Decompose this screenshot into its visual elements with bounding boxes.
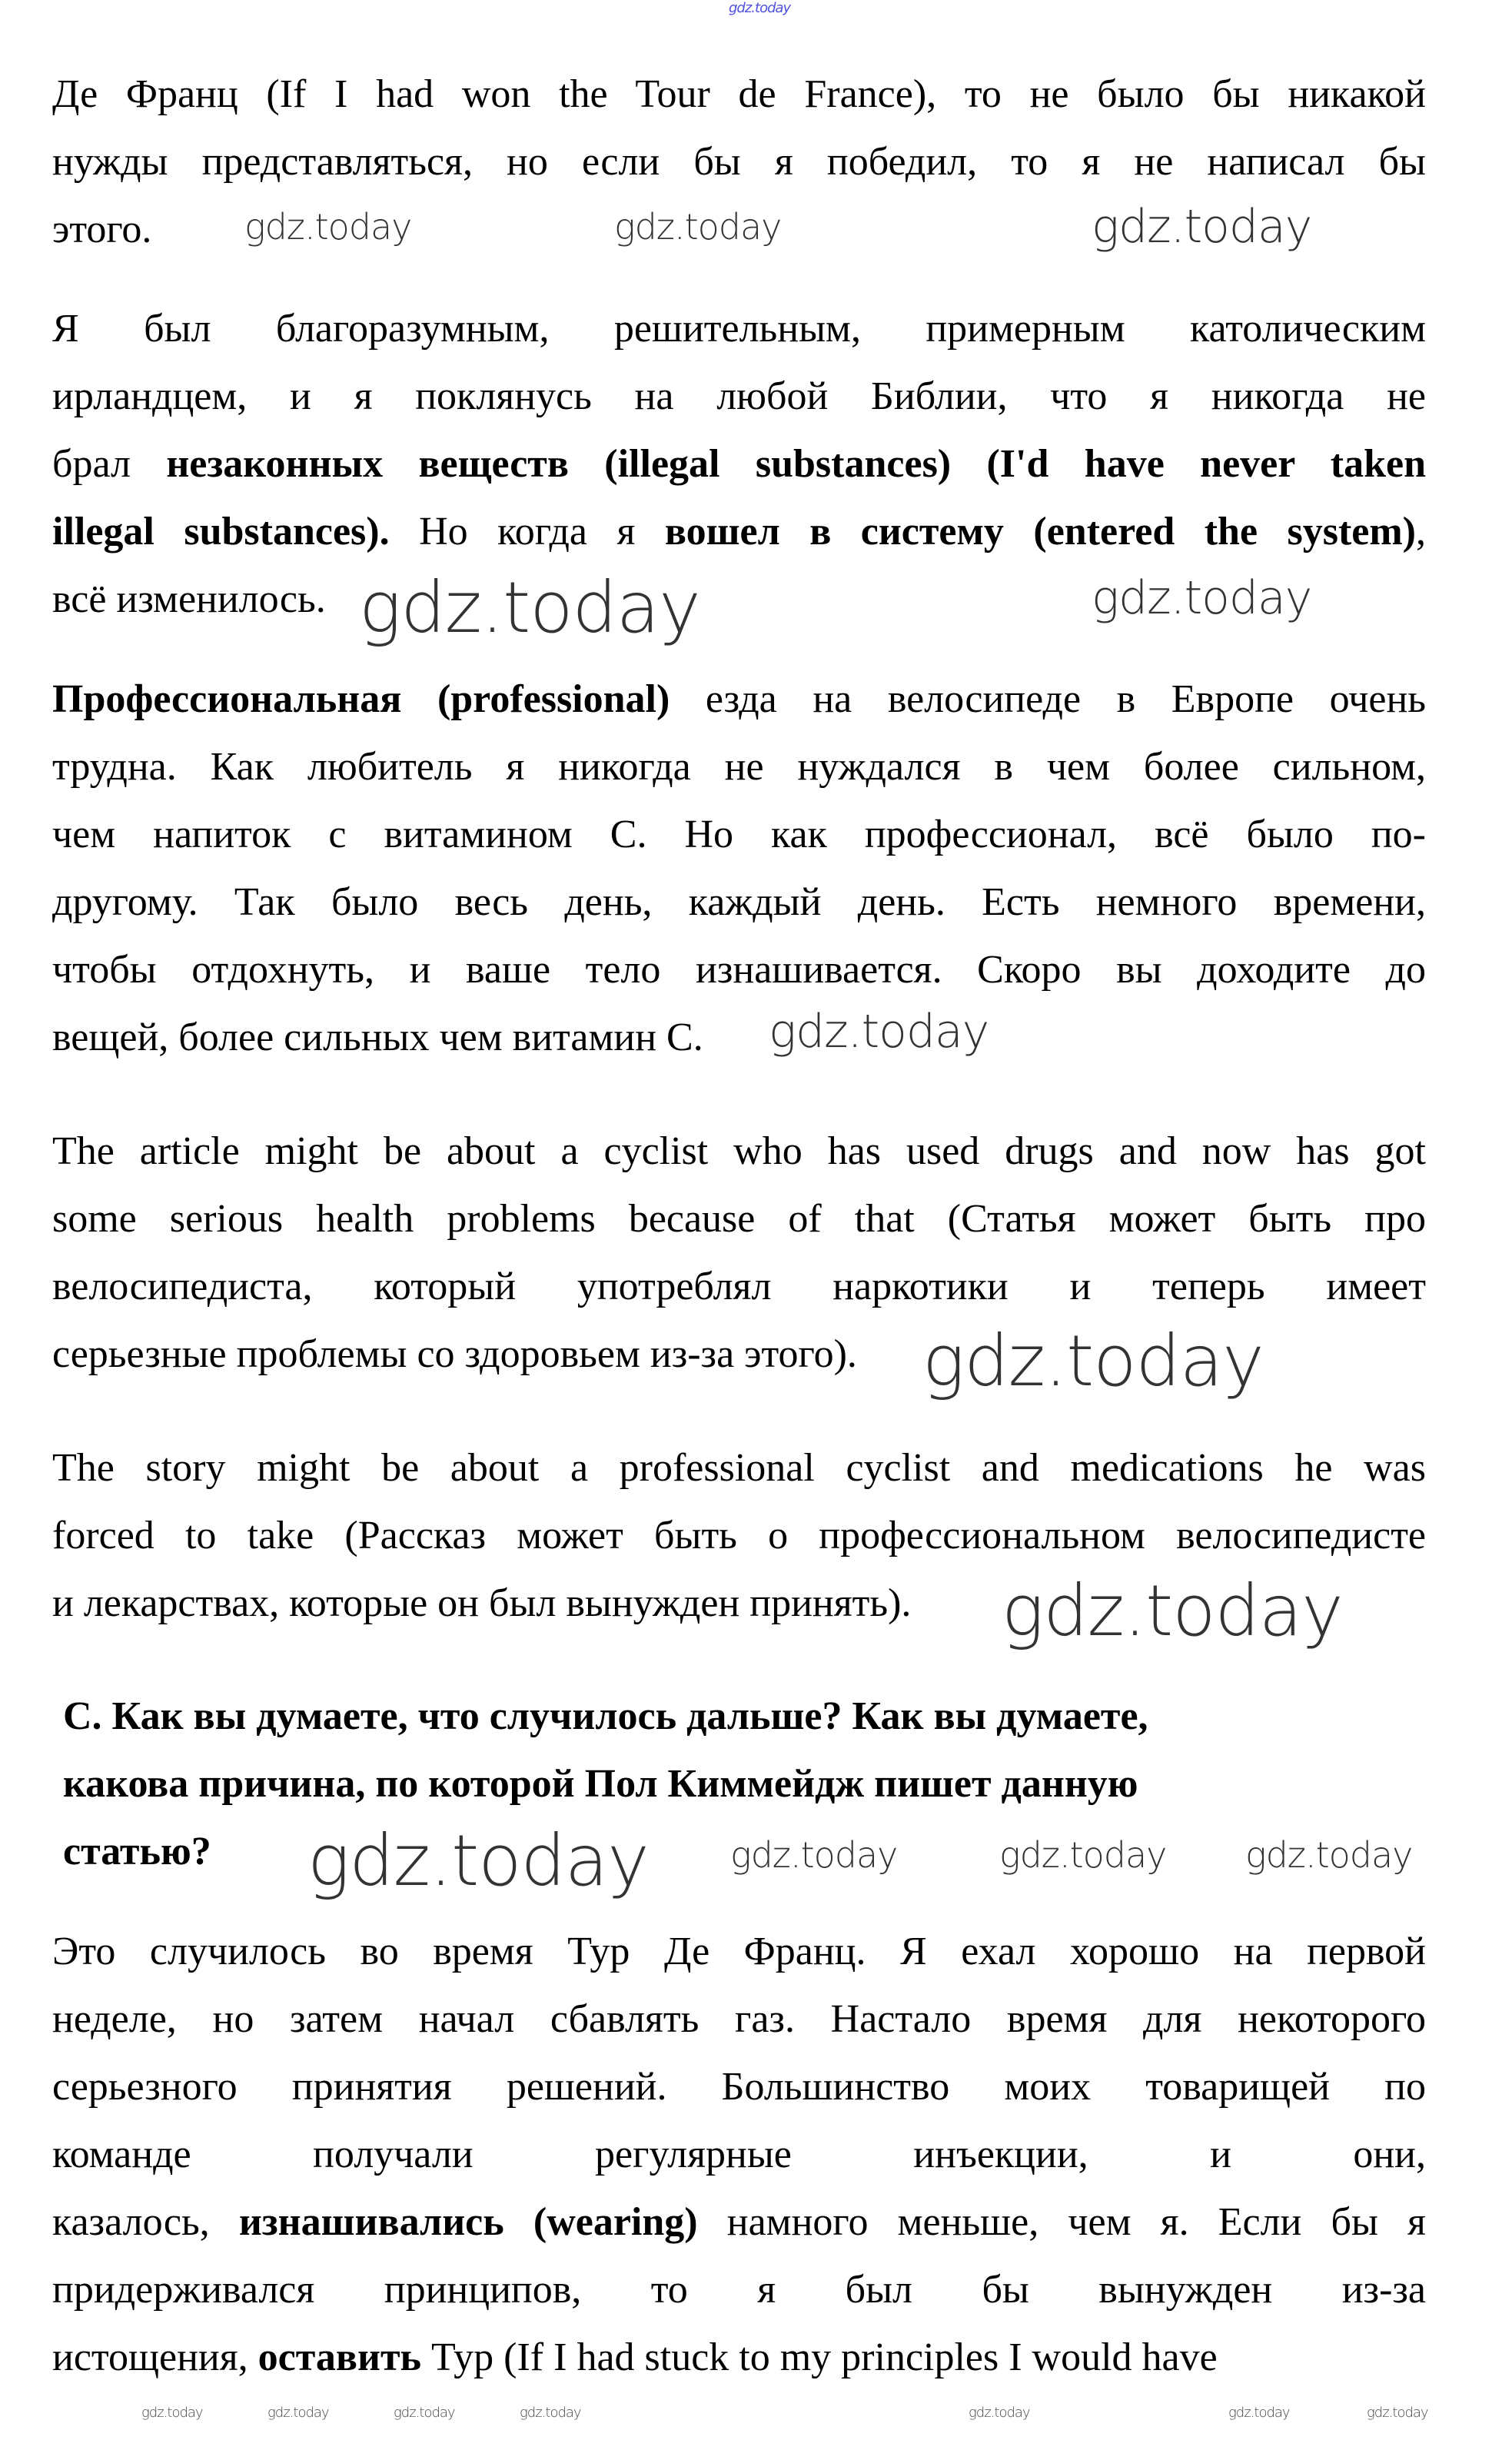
text: , <box>1416 510 1426 553</box>
text: придерживался принципов, то я был бы вынужден из-за <box>52 2268 1426 2312</box>
text: чем напиток с витамином С. Но как профессионал, всё было по- <box>52 813 1426 856</box>
text-line <box>52 1434 1426 1502</box>
paragraph <box>52 666 1426 1072</box>
watermark: gdz.today <box>244 206 412 248</box>
bold-text: оставить <box>258 2335 421 2379</box>
watermark: gdz.today <box>1228 2405 1290 2421</box>
text: The story might be about a professional cyclist and medications he was <box>52 1446 1426 1490</box>
watermark: gdz.today <box>1092 200 1312 254</box>
watermark: gdz.today <box>769 1005 989 1059</box>
watermark: gdz.today <box>1245 1834 1413 1876</box>
watermark: gdz.today <box>999 1834 1167 1876</box>
text: Я был благоразумным, решительным, примерным католическим <box>52 307 1426 351</box>
text-line <box>63 1750 1138 1818</box>
text-line <box>52 869 1426 936</box>
text-line <box>52 666 1426 733</box>
text-line <box>52 498 1426 566</box>
paragraph <box>52 1918 1426 2392</box>
text-line <box>52 1185 1426 1253</box>
text-line <box>52 196 151 264</box>
text-line <box>52 363 1426 430</box>
text: ирландцем, и я поклянусь на любой Библии, что я никогда не <box>52 374 1426 418</box>
text-line <box>63 1818 211 1886</box>
text: и лекарствах, которые он был вынужден принять). <box>52 1581 912 1625</box>
text-line <box>52 2256 1426 2324</box>
text: серьезного принятия решений. Большинство моих товарищей по <box>52 2065 1426 2109</box>
watermark: gdz.today <box>729 0 791 16</box>
text: истощения, <box>52 2335 258 2379</box>
text: команде получали регулярные инъекции, и они, <box>52 2133 1426 2176</box>
watermark: gdz.today <box>141 2405 203 2421</box>
watermark: gdz.today <box>614 206 782 248</box>
text-line <box>52 2053 1426 2121</box>
text-line <box>52 430 1426 498</box>
text: намного меньше, чем я. Если бы я <box>697 2200 1426 2244</box>
watermark: gdz.today <box>394 2405 455 2421</box>
bold-text: illegal substances). <box>52 510 390 553</box>
text: some serious health problems because of that (Статья может быть про <box>52 1197 1426 1241</box>
text: Но когда я <box>389 510 665 553</box>
bold-text: изнашивались (wearing) <box>238 2200 698 2244</box>
bold-text: вошел в систему (entered the system) <box>664 510 1416 553</box>
text-line <box>52 1004 703 1072</box>
text: другому. Так было весь день, каждый день. Есть немного времени, <box>52 880 1426 924</box>
text: неделе, но затем начал сбавлять газ. Настало время для некоторого <box>52 1997 1426 2041</box>
text-line <box>52 733 1426 801</box>
watermark: gdz.today <box>520 2405 581 2421</box>
watermark: gdz.today <box>1002 1570 1343 1652</box>
text-line <box>52 1502 1426 1570</box>
watermark: gdz.today <box>1367 2405 1428 2421</box>
text-line <box>52 61 1426 128</box>
text: С. Как вы думаете, что случилось дальше? Как вы думаете, <box>63 1694 1148 1738</box>
text-line <box>52 2121 1426 2189</box>
watermark: gdz.today <box>922 1320 1264 1402</box>
text: этого. <box>52 208 152 251</box>
text-line <box>52 1321 857 1388</box>
text: чтобы отдохнуть, и ваше тело изнашивается. Скоро вы доходите до <box>52 948 1426 992</box>
text: велосипедиста, который употреблял наркотики и теперь имеет <box>52 1265 1426 1308</box>
text: всё изменилось. <box>52 577 326 621</box>
text: казалось, <box>52 2200 239 2244</box>
watermark: gdz.today <box>307 1820 649 1902</box>
text: нужды представляться, но если бы я победил, то я не написал бы <box>52 140 1426 184</box>
text: трудна. Как любитель я никогда не нуждался в чем более сильном, <box>52 745 1426 789</box>
text: вещей, более сильных чем витамин С. <box>52 1016 703 1059</box>
text-line <box>52 1570 911 1637</box>
text-line <box>52 2189 1426 2256</box>
text-line <box>52 801 1426 869</box>
text: статью? <box>63 1830 211 1873</box>
text: Тур (If I had stuck to my principles I would have <box>421 2335 1218 2379</box>
watermark: gdz.today <box>730 1834 898 1876</box>
text: езда на велосипеде в Европе очень <box>670 677 1426 721</box>
watermark: gdz.today <box>1092 571 1312 625</box>
text-line <box>52 936 1426 1004</box>
text: какова причина, по которой Пол Киммейдж пишет данную <box>63 1762 1138 1806</box>
watermark: gdz.today <box>359 567 700 649</box>
text-line <box>52 566 326 633</box>
bold-text: Профессиональная (professional) <box>52 677 670 721</box>
text: The article might be about a cyclist who has used drugs and now has got <box>52 1129 1426 1173</box>
watermark: gdz.today <box>969 2405 1030 2421</box>
text: Это случилось во время Тур Де Франц. Я ехал хорошо на первой <box>52 1930 1426 1973</box>
text: forced to take (Рассказ может быть о профессиональном велосипедисте <box>52 1514 1426 1557</box>
text-line <box>52 295 1426 363</box>
bold-text: незаконных веществ (illegal substances) (I'd have never taken <box>166 442 1426 486</box>
text: серьезные проблемы со здоровьем из-за этого). <box>52 1332 857 1376</box>
text-line <box>52 2324 1218 2392</box>
text-line <box>52 128 1426 196</box>
watermark: gdz.today <box>268 2405 329 2421</box>
text-line <box>52 1986 1426 2053</box>
text-line <box>52 1253 1426 1321</box>
text-line <box>63 1683 1148 1750</box>
text: Де Франц (If I had won the Tour de France), то не было бы никакой <box>52 72 1426 116</box>
text-line <box>52 1118 1426 1185</box>
text: брал <box>52 442 167 486</box>
text-line <box>52 1918 1426 1986</box>
